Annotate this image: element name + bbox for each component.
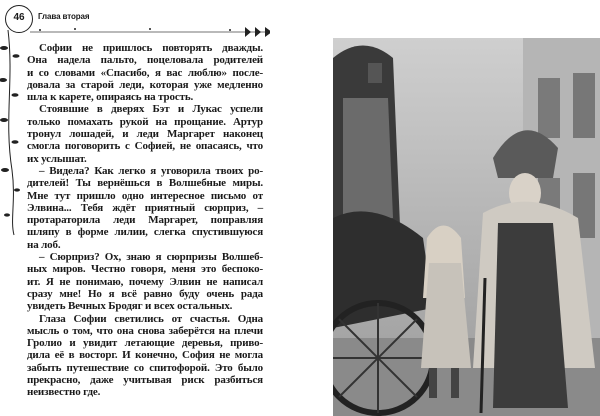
text-line: смогла поговорить с Софией, не опасаясь, что: [27, 140, 263, 153]
text-line: ит. Я не понимаю, почему Элвин не написал: [27, 275, 263, 288]
text-line: увидеть Вечных Бродяг и всех остальных.: [27, 300, 233, 313]
text-line: – Видела? Как легко я уговорила твоих ро-: [39, 164, 263, 177]
text-line: Стоявшие в дверях Бэт и Лукас успели: [39, 103, 263, 116]
text-line: Глаза Софии светились от счастья. Одна: [39, 312, 263, 325]
text-line: Она надела пальто, поцеловала родителей: [27, 54, 263, 67]
text-line: дила её в восторг. И конечно, София не могла: [27, 349, 263, 362]
page-number: 46: [13, 12, 25, 23]
body-text: [27, 42, 263, 399]
text-line: сразу мне! Но я всё равно буду очень рада: [27, 287, 263, 300]
text-line: шла к карете, опираясь на трость.: [27, 91, 194, 104]
text-line: забыть путешествие со спитофорой. Это было: [27, 361, 263, 374]
text-line: на лоб.: [27, 238, 61, 251]
text-line: неизвестно где.: [27, 386, 101, 399]
text-line: тронул лошадей, и леди Маргарет наконец: [27, 128, 263, 141]
text-line: довала за старой леди, которая уже медленно: [27, 78, 263, 91]
text-line: прекрасно, даже учитывая риск разбиться: [27, 374, 263, 387]
text-line: Гролио и увидит летающие деревья, приво-: [27, 337, 263, 350]
text-line: Мне тут пришло одно интересное письмо от: [27, 189, 263, 202]
text-line: Элвина... Тебя ждёт приятный сюрприз, –: [27, 201, 263, 214]
text-line: их услышат.: [27, 152, 87, 165]
text-line: дителей! Ты вернёшься в Волшебные миры.: [27, 177, 263, 190]
text-line: шляпу в форме лилии, слегка спустившуюся: [27, 226, 263, 239]
text-line: только помахать рукой на прощание. Артур: [27, 115, 263, 128]
text-line: протараторила леди Маргарет, поправляя: [27, 214, 263, 227]
text-line: ных миров. Честно говоря, меня это беспоко-: [27, 263, 263, 276]
text-line: и со словами «Спасибо, я вас люблю» после-: [27, 66, 263, 79]
text-line: мысль о том, что она снова заберётся на плечи: [27, 324, 263, 337]
text-line: Софии не пришлось повторять дважды.: [39, 42, 263, 54]
illustration-carriage-girl-lady: [333, 38, 600, 416]
text-line: – Сюрприз? Ох, знаю я сюрпризы Волшеб-: [39, 251, 263, 264]
chapter-title: Глава вторая: [38, 12, 90, 21]
